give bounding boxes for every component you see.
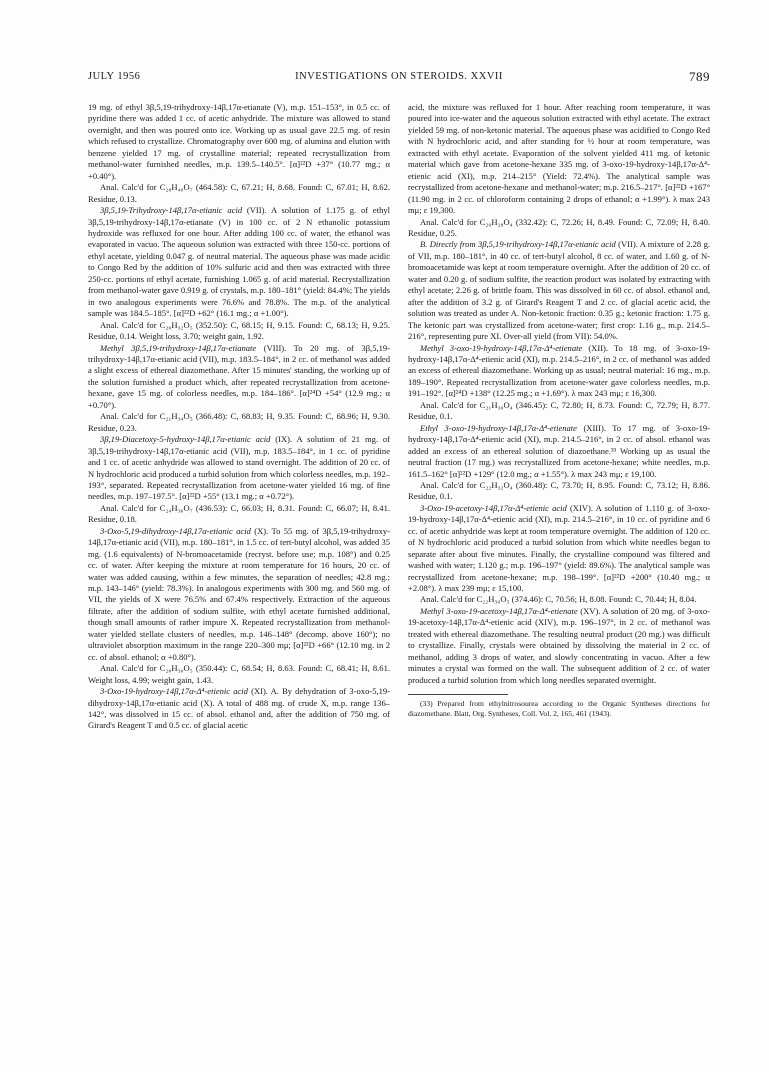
journal-title: INVESTIGATIONS ON STEROIDS. XXVII (295, 71, 503, 82)
footnote: (33) Prepared from ethylnitrosourea according to the Organic Syntheses directions for diazomethane. Blatt, Org. Syntheses, Coll. Vol. 2, 165, 461 (1943). (408, 699, 710, 719)
paragraph-text: Anal. Calc'd for C₂₁H₃₄O₅ (366.48): C, 68.83; H, 9.35. Found: C, 68.96; H, 9.30. Residue, 0.23. (88, 411, 390, 433)
paragraph (88, 663, 390, 686)
right-column-body (408, 102, 710, 686)
paragraph (88, 182, 390, 205)
paragraph-text: (XV). A solution of 20 mg. of 3-oxo-19-acetoxy-14β,17α-Δ⁴-etienic acid (XIV), m.p. 196–197°, in 2 cc. of methanol was treated with ethereal diazomethane. The resulting neutral product (20 mg.) was difficult to crystallize. Finally, crystals were obtained by dissolving the material in 2 cc. of methanol, adding 3 drops of water, and slowly concentrating in vacuo. After a few minutes a crystal was formed on the wall. The subsequent addition of 2 cc. of water produced a turbid solution from which long needles separated overnight. (408, 605, 710, 685)
paragraph-text: acid, the mixture was refluxed for 1 hour. After reaching room temperature, it was poured into ice-water and the aqueous solution extracted with ethyl acetate. The extract yielded 59 mg. of non-ketonic material. The aqueous phase was acidified to Congo Red with N hydrochloric acid, and after standing for ½ hour at room temperature, was extracted with ethyl acetate. Evaporation of the solvent yielded 411 mg. of ketonic material which gave from acetone-hexane 335 mg. of 3-oxo-19-hydroxy-14β,17α-Δ⁴-etienic acid (XI), m.p. 214–215° (Yield: 72.4%). The analytical sample was recrystallized from acetone-hexane and methanol-water; m.p. 216.5–217°. [α]²²D +167° (11.90 mg. in 2 cc. of chloroform containing 2 drops of ethanol; α +1.99°). λ max 243 mμ; ε 19,300. (408, 102, 710, 216)
paragraph (408, 423, 710, 480)
paragraph (88, 343, 390, 412)
paragraph-text: Anal. Calc'd for C₂₀H₃₀O₅ (350.44): C, 68.54; H, 8.63. Found: C, 68.41; H, 8.61. Weight loss, 4.99; weight gain, 1.43. (88, 663, 390, 685)
paragraph (88, 526, 390, 663)
paragraph-text: Anal. Calc'd for C₂₀H₃₂O₅ (352.50): C, 68.15; H, 9.15. Found: C, 68.13; H, 9.25. Residue, 0.14. Weight loss, 3.70; weight gain, 1.92. (88, 319, 390, 342)
footnote-divider (408, 694, 508, 695)
compound-heading: B. Directly from 3β,5,19-trihydroxy-14β,17α-etianic acid (420, 239, 616, 250)
paragraph (408, 503, 710, 595)
compound-heading: 3β,5,19-Trihydroxy-14β,17α-etianic acid (100, 205, 243, 216)
issue-date: JULY 1956 (88, 71, 141, 82)
paragraph-text: Anal. Calc'd for C₂₂H₃₀O₅ (374.46): C, 70.56; H, 8.08. Found: C, 70.44; H, 8.04. (420, 594, 697, 605)
compound-heading: Methyl 3β,5,19-trihydroxy-14β,17α-etianate (100, 342, 257, 353)
paragraph-text: Anal. Calc'd for C₂₁H₃₀O₄ (346.45): C, 72.80; H, 8.73. Found: C, 72.79; H, 8.77. Residue, 0.1. (408, 399, 710, 422)
paragraph-text: (X). To 55 mg. of 3β,5,19-trihydroxy-14β,17α-etianic acid (VII), m.p. 180–181°, in 1.5 cc. of tert-butyl alcohol, was added 35 mg. (1.6 equivalents) of N-bromoacetamide (recryst. before use; m.p. 108°) and 0.25 cc. of water. After keeping the mixture at room temperature for 16 hours, 20 cc. of water was added causing, within a few minutes, the separation of needles; 42.8 mg.; m.p. 143–146° (yield: 78.3%). In analogous experiments with 300 mg. and 560 mg. of VII, the yields of X were 76.5% and 67.4% respectively. Extraction of the aqueous filtrate, after the addition of sodium sulfite, with ethyl acetate furnished additional, though small amounts of rather impure X. Repeated recrystallization from methanol-water yielded stellate clusters of needles, m.p. 146–148° (decomp. above 160°); no ultraviolet absorption maximum in the range 220–300 mμ; [α]²²D +66° (12.10 mg. in 2 cc. of absol. ethanol; α +0.80°). (88, 525, 390, 662)
paragraph-text: Anal. Calc'd for C₂₂H₃₂O₄ (360.48): C, 73.70; H, 8.95. Found: C, 73.12; H, 8.86. Residue, 0.1. (408, 479, 710, 502)
paragraph (88, 320, 390, 343)
paragraph (88, 411, 390, 434)
right-column (408, 102, 710, 719)
compound-heading: Methyl 3-oxo-19-acetoxy-14β,17α-Δ⁴-etienate (420, 605, 578, 616)
paragraph (408, 606, 710, 686)
paragraph-text: (VII). A mixture of 2.28 g. of VII, m.p. 180–181°, in 40 cc. of tert-butyl alcohol, 8 cc. of water, and 1.60 g. of N-bromoacetamide was kept at room temperature overnight. After the addition of 20 cc. of water and 0.20 g. of sodium sulfite, the reaction product was isolated by extracting with ethyl acetate; 2.26 g. of brittle foam. This was dissolved in 60 cc. of absol. ethanol and, after the addition of 3.2 g. of Girard's Reagent T and 2 cc. of glacial acetic acid, the solution was treated as under A. Non-ketonic fraction: 0.35 g.; ketonic fraction: 1.75 g. The ketonic part was crystallized from acetone-water; first crop: 1.16 g., m.p. 214.5–216°, representing pure XI. Over-all yield (from VII): 54.0%. (408, 239, 710, 342)
paragraph-text: Anal. Calc'd for C₂₀H₂₈O₄ (332.42): C, 72.26; H, 8.49. Found: C, 72.09; H, 8.40. Residue, 0.25. (408, 216, 710, 238)
paragraph-text: (XIV). A solution of 1.110 g. of 3-oxo-19-hydroxy-14β,17α-Δ⁴-etienic acid (XI), m.p. 214.5–216°, in 10 cc. of pyridine and 6 cc. of acetic anhydride was kept at room temperature overnight. The addition of 120 cc. of N hydrochloric acid produced a turbid solution from which white needles began to separate after about five minutes. Finally, the crystalline compound was filtered and washed with water; 1.120 g.; m.p. 196–197° (yield: 89.6%). The analytical sample was recrystallized from acetone-hexane; m.p. 198–199°. [α]²²D +200° (10.40 mg.; α +2.08°). λ max 239 mμ; ε 15,100. (408, 502, 710, 594)
paragraph-text: (IX). A solution of 21 mg. of 3β,5,19-trihydroxy-14β,17α-etianic acid (VII), m.p. 183.5–184°, in 1 cc. of pyridine and 1 cc. of acetic anhydride was allowed to stand overnight. The addition of 20 cc. of N hydrochloric acid produced a turbid solution from which colorless needles, m.p. 192–193°, separated. Repeated recrystallization from acetone-water yielded 16 mg. of fine needles, m.p. 197–197.5°. [α]²²D +55° (13.1 mg.; α +0.72°). (88, 434, 391, 502)
compound-heading: Methyl 3-oxo-19-hydroxy-14β,17α-Δ⁴-etienate (420, 342, 583, 353)
paragraph (88, 503, 390, 526)
paragraph (88, 434, 390, 503)
compound-heading: 3-Oxo-5,19-dihydroxy-14β,17α-etianic acid (100, 525, 251, 536)
paragraph (408, 400, 710, 423)
paragraph (408, 480, 710, 503)
paragraph-text: Anal. Calc'd for C₂₈H₄₀O₇ (464.58): C, 67.21; H, 8.68. Found: C, 67.01; H, 8.62. Residue, 0.13. (88, 182, 390, 204)
paragraph (408, 239, 710, 342)
paragraph-text: (XII). To 18 mg. of 3-oxo-19-hydroxy-14β,17α-Δ⁴-etienic acid (XI), m.p. 214.5–216°, in 2 cc. of methanol was added an excess of ethereal diazomethane. Working up as usual; neutral material: 16 mg., m.p. 189–190°. Repeated recrystallization from acetone-water gave colorless needles, m.p. 191–192°. [α]²⁴D +138° (12.25 mg.; α +1.69°). λ max 243 mμ; ε 16,300. (408, 342, 710, 399)
paragraph (408, 594, 710, 605)
paragraph (408, 343, 710, 400)
paragraph-text: 19 mg. of ethyl 3β,5,19-trihydroxy-14β,17α-etianate (V), m.p. 151–153°, in 0.5 cc. of pyridine there was added 1 cc. of acetic anhydride. The mixture was allowed to stand overnight, and then was poured onto ice. Working up as usual gave 22.5 mg. of resin which refused to crystallize. Chromatography over 600 mg. of alumina and elution with benzene yielded 17 mg. of crystalline material; repeated recrystallization from methanol-water furnished needles, m.p. 139.5–140.5°. [α]²²D +37° (10.77 mg.; α +0.40°). (88, 102, 390, 181)
compound-heading: Ethyl 3-oxo-19-hydroxy-14β,17α-Δ⁴-etienate (420, 422, 577, 433)
paragraph-text: Anal. Calc'd for C₂₄H₃₆O₇ (436.53): C, 66.03; H, 8.31. Found: C, 66.07; H, 8.41. Residue, 0.18. (88, 502, 390, 525)
paragraph-text: (VIII). To 20 mg. of 3β,5,19-trihydroxy-14β,17α-etianic acid (VII), m.p. 183.5–184°, in 2 cc. of methanol was added a slight excess of ethereal diazomethane. After 15 minutes' standing, the working up of the solution furnished a product which, after repeated recrystallization from acetone-hexane, gave 15 mg. of colorless needles, m.p. 184–186°. [α]²⁴D +54° (12.9 mg.; α +0.70°). (88, 342, 390, 410)
paragraph-text: (VII). A solution of 1.175 g. of ethyl 3β,5,19-trihydroxy-14β,17α-etianate (V) in 100 cc. of 2 N ethanolic potassium hydroxide was refluxed for one hour. After adding 100 cc. of water, the ethanol was evaporated in vacuo. The aqueous solution was extracted with three 150-cc. portions of ethyl acetate, yielding 0.047 g. of neutral material. The aqueous phase was made acidic to Congo Red by the addition of 10% sulfuric acid and then was extracted with three 250-cc. portions of ethyl acetate, furnishing 1.065 g. of acid material. Recrystallization from methanol-water gave 0.919 g. of crystals, m.p. 180–181° (yield: 84.4%; The yields in two analogous experiments were 76.6% and 78.8%. The m.p. of the analytical sample was 184.5–185°. [α]²²D +62° (16.1 mg.; α +1.00°). (88, 205, 390, 319)
compound-heading: 3-Oxo-19-hydroxy-14β,17α-Δ⁴-etienic acid (100, 686, 248, 697)
paragraph (408, 102, 710, 217)
paragraph-text: (XI). A. By dehydration of 3-oxo-5,19-dihydroxy-14β,17α-etianic acid (X). A total of 488 mg. of crude X, m.p. range 136–142°, was dissolved in 15 cc. of absol. ethanol and, after the addition of 750 mg. of Girard's Reagent T and 0.5 cc. of glacial acetic (88, 686, 391, 731)
paragraph (88, 686, 390, 732)
left-column (88, 102, 390, 732)
compound-heading: 3-Oxo-19-acetoxy-14β,17α-Δ⁴-etienic acid (420, 502, 567, 513)
paragraph-text: (XIII). To 17 mg. of 3-oxo-19-hydroxy-14β,17α-Δ⁴-etienic acid (XI), m.p. 214.5–216°, in 2 cc. of absol. ethanol was added an excess of an ethereal solution of diazoethane.³³ Working up as usual the neutral fraction (17 mg.) was recrystallized from acetone-hexane; white needles, m.p. 161.5–162° [α]²²D +129° (12.0 mg.; α +1.55°). λ max 243 mμ; ε 19,100. (408, 422, 710, 479)
paragraph (88, 102, 390, 182)
page-number: 789 (689, 69, 710, 84)
paragraph (408, 217, 710, 240)
paragraph (88, 205, 390, 320)
compound-heading: 3β,19-Diacetoxy-5-hydroxy-14β,17α-etianic acid (100, 434, 271, 445)
